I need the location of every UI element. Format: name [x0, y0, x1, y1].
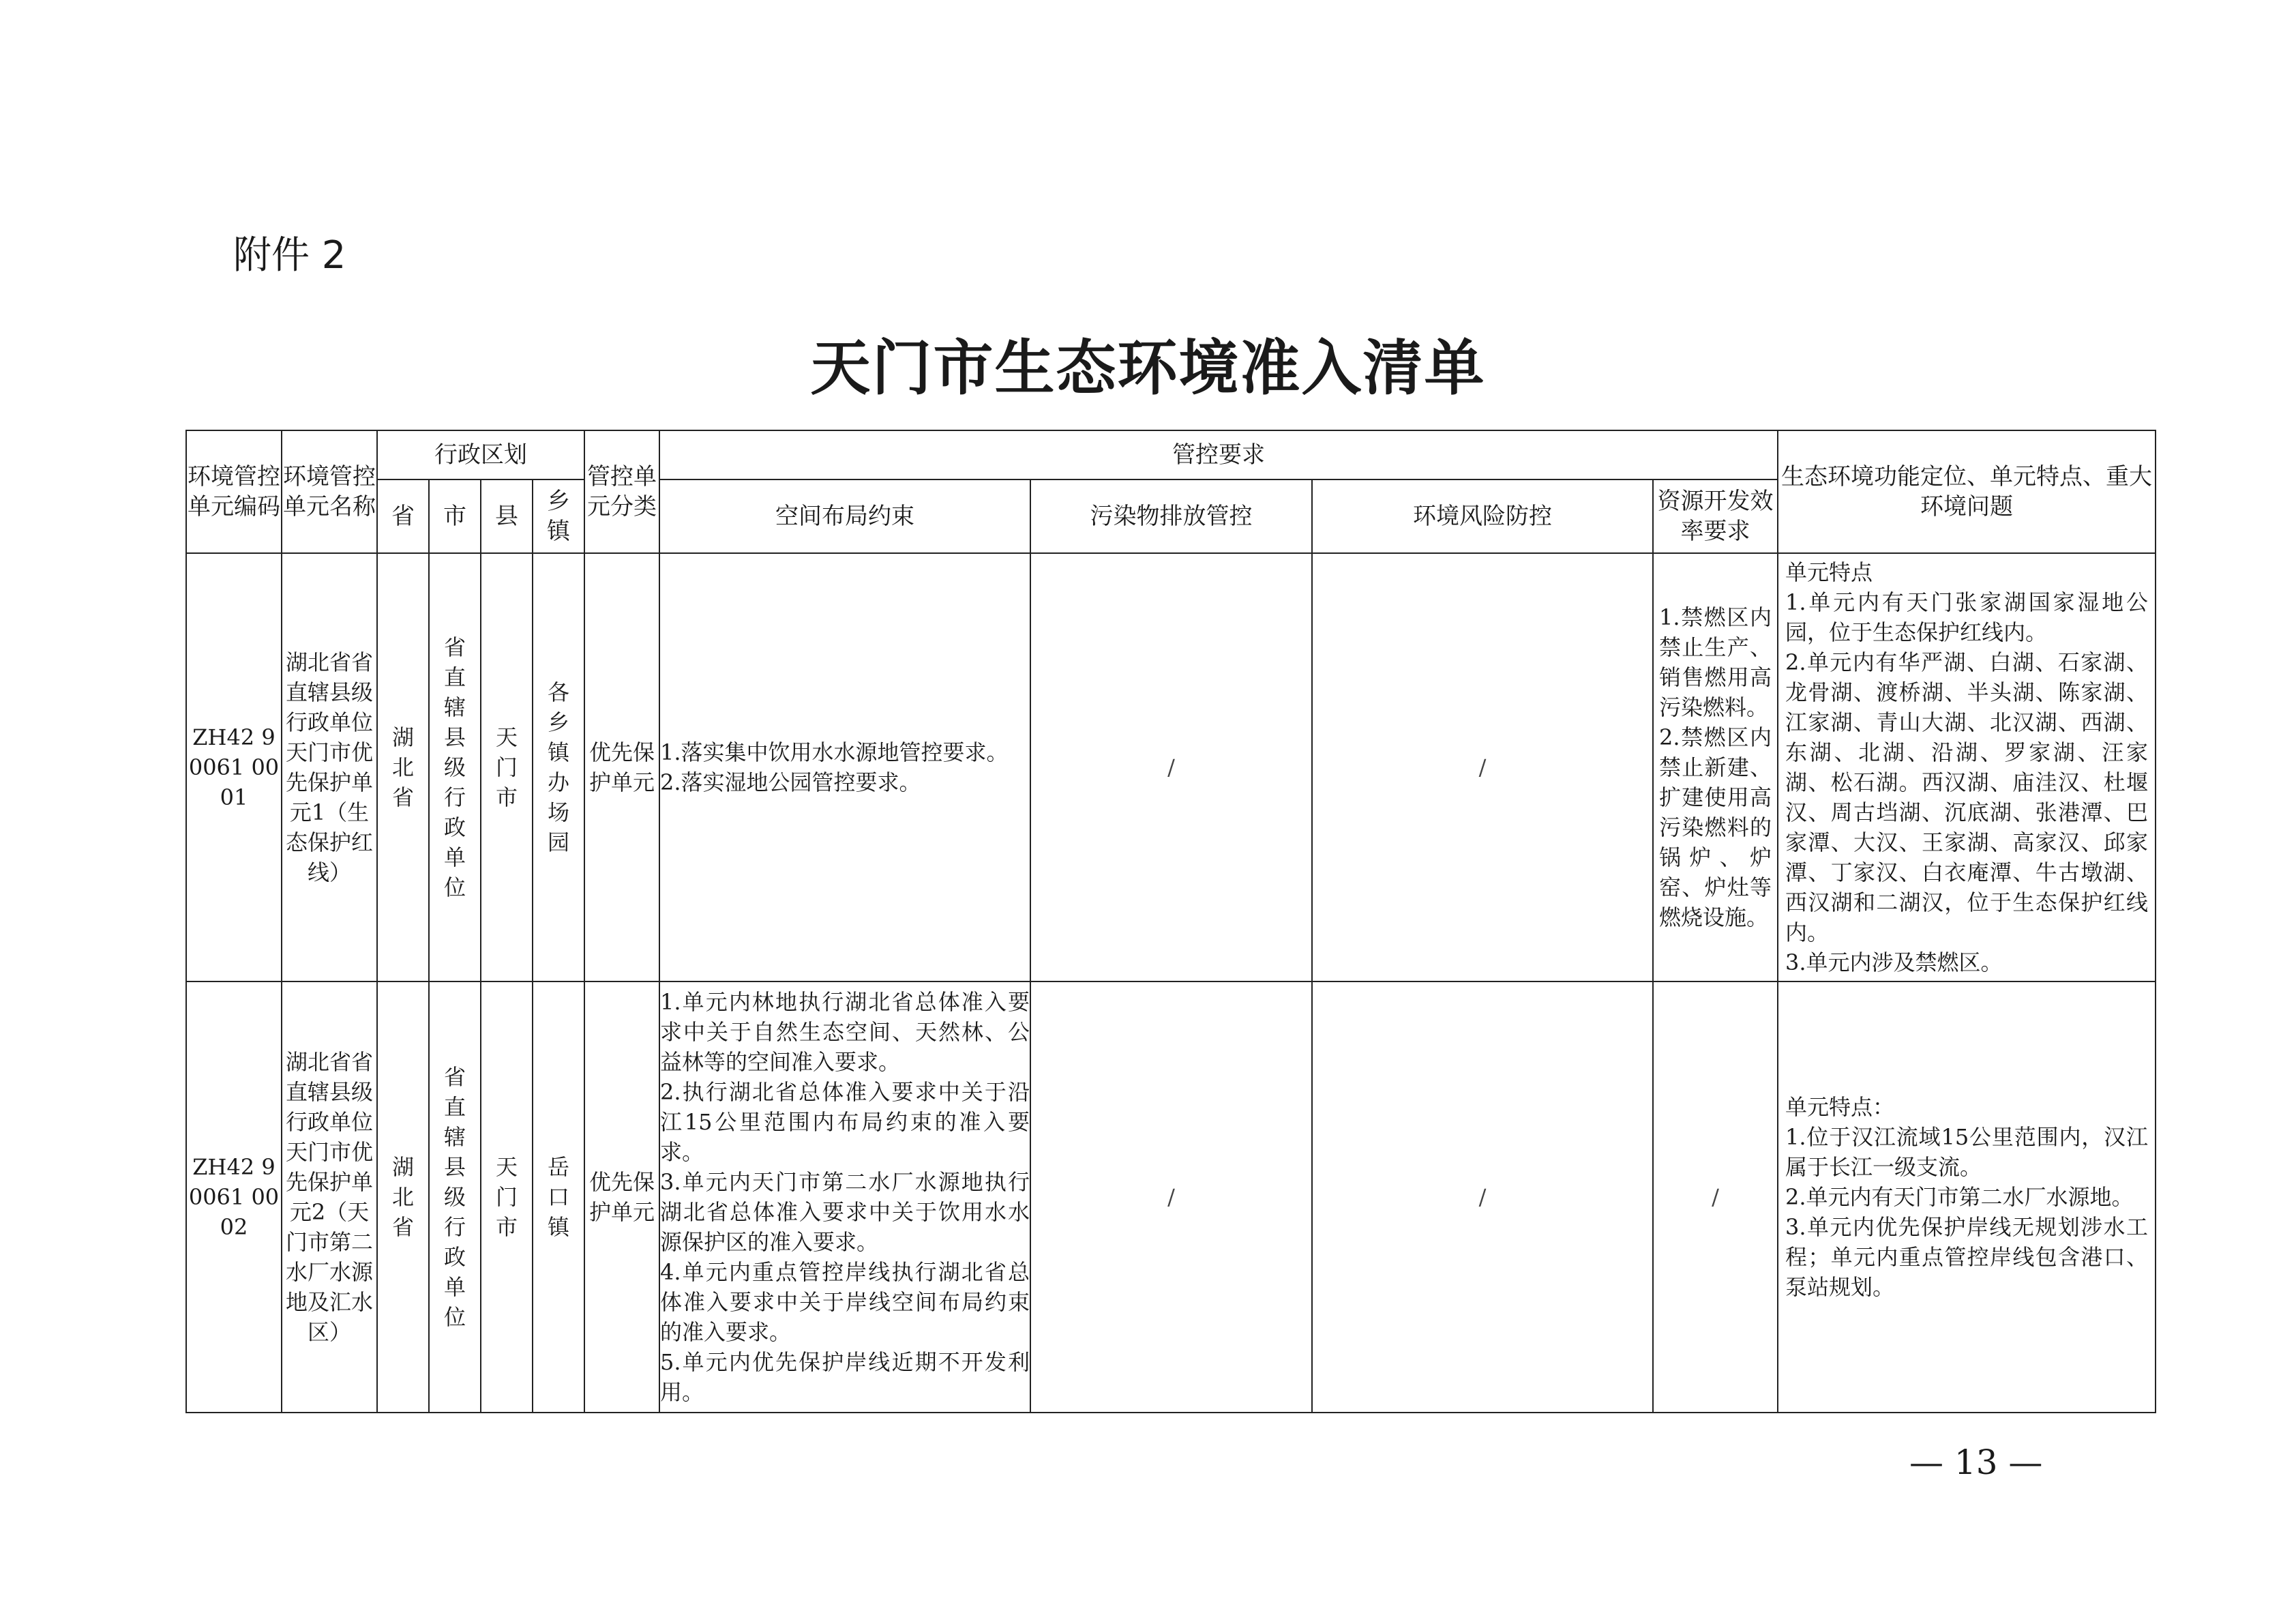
resource-cell: [1653, 553, 1778, 981]
town-cell: 各乡镇办场园: [533, 553, 584, 981]
page-number: — 13 —: [1909, 1443, 2043, 1482]
risk-cell: /: [1312, 981, 1653, 1413]
function-item: 单元特点：: [1785, 1094, 1895, 1120]
header-requirements: 管控要求: [659, 430, 1778, 479]
function-item: 1.位于汉江流域15公里范围内，汉江属于长江一级支流。: [1785, 1124, 2148, 1180]
category-cell: 优先保护单元: [584, 553, 659, 981]
table-row: [186, 553, 2156, 981]
province-cell: 湖北省: [377, 981, 429, 1413]
header-function: 生态环境功能定位、单元特点、重大环境问题: [1778, 430, 2156, 553]
spatial-constraint-cell: [659, 553, 1030, 981]
header-risk: 环境风险防控: [1312, 479, 1653, 553]
resource-item: 1.禁燃区内禁止生产、销售燃用高污染燃料。: [1659, 604, 1772, 720]
header-town: 乡镇: [533, 479, 584, 553]
pollution-cell: /: [1030, 981, 1312, 1413]
function-item: 3.单元内优先保护岸线无规划涉水工程；单元内重点管控岸线包含港口、泵站规划。: [1785, 1214, 2148, 1300]
header-division: 行政区划: [377, 430, 584, 479]
risk-cell: /: [1312, 553, 1653, 981]
function-cell: [1778, 981, 2156, 1413]
header-city: 市: [429, 479, 481, 553]
header-pollution: 污染物排放管控: [1030, 479, 1312, 553]
table-row: [186, 981, 2156, 1413]
city-cell: 省直辖县级行政单位: [429, 553, 481, 981]
pollution-cell: /: [1030, 553, 1312, 981]
header-county: 县: [481, 479, 533, 553]
function-item: 1.单元内有天门张家湖国家湿地公园，位于生态保护红线内。: [1785, 589, 2148, 645]
function-item: 2.单元内有华严湖、白湖、石家湖、龙骨湖、渡桥湖、半头湖、陈家湖、江家湖、青山大湖、北汉湖、西湖、东湖、北湖、沿湖、罗家湖、汪家湖、松石湖。西汉湖、庙洼汉、杜堰汉、周古垱湖、沉底湖、张港潭、巴家潭、大汉、王家湖、高家汉、邱家潭、丁家汉、白衣庵潭、牛古墩湖、西汉湖和二湖汉，位于生态保护红线内。: [1785, 649, 2148, 945]
resource-item: 2.禁燃区内禁止新建、扩建使用高污染燃料的锅炉、炉窑、炉灶等燃烧设施。: [1659, 724, 1772, 930]
spatial-item: 2.落实湿地公园管控要求。: [660, 769, 921, 795]
town-cell: 岳口镇: [533, 981, 584, 1413]
county-cell: 天门市: [481, 981, 533, 1413]
unit-code: ZH42 90061 0002: [186, 981, 282, 1413]
header-spatial: 空间布局约束: [659, 479, 1030, 553]
province-cell: 湖北省: [377, 553, 429, 981]
document-title: 天门市生态环境准入清单: [810, 332, 1486, 403]
function-item: 单元特点: [1785, 559, 1873, 585]
category-cell: 优先保护单元: [584, 981, 659, 1413]
resource-cell: /: [1653, 981, 1778, 1413]
spatial-constraint-cell: [659, 981, 1030, 1413]
spatial-item: 1.落实集中饮用水水源地管控要求。: [660, 739, 1009, 765]
spatial-item: 2.执行湖北省总体准入要求中关于沿江15公里范围内布局约束的准入要求。: [660, 1079, 1030, 1165]
unit-name: 湖北省省直辖县级行政单位天门市优先保护单元2（天门市第二水厂水源地及汇水区）: [282, 981, 377, 1413]
spatial-item: 1.单元内林地执行湖北省总体准入要求中关于自然生态空间、天然林、公益林等的空间准入要求。: [660, 989, 1030, 1075]
attachment-label: 附件 2: [233, 233, 346, 278]
city-cell: 省直辖县级行政单位: [429, 981, 481, 1413]
header-name: 环境管控单元名称: [282, 430, 377, 553]
function-item: 2.单元内有天门市第二水厂水源地。: [1785, 1184, 2134, 1210]
spatial-item: 3.单元内天门市第二水厂水源地执行湖北省总体准入要求中关于饮用水水源保护区的准入要求。: [660, 1169, 1030, 1255]
header-province: 省: [377, 479, 429, 553]
county-cell: 天门市: [481, 553, 533, 981]
function-cell: [1778, 553, 2156, 981]
header-resource: 资源开发效率要求: [1653, 479, 1778, 553]
spatial-item: 4.单元内重点管控岸线执行湖北省总体准入要求中关于岸线空间布局约束的准入要求。: [660, 1259, 1030, 1345]
unit-name: 湖北省省直辖县级行政单位天门市优先保护单元1（生态保护红线）: [282, 553, 377, 981]
access-list-table: [185, 430, 2156, 1413]
spatial-item: 5.单元内优先保护岸线近期不开发利用。: [660, 1349, 1030, 1405]
header-code: 环境管控单元编码: [186, 430, 282, 553]
header-category: 管控单元分类: [584, 430, 659, 553]
unit-code: ZH42 90061 0001: [186, 553, 282, 981]
function-item: 3.单元内涉及禁燃区。: [1785, 949, 2003, 975]
